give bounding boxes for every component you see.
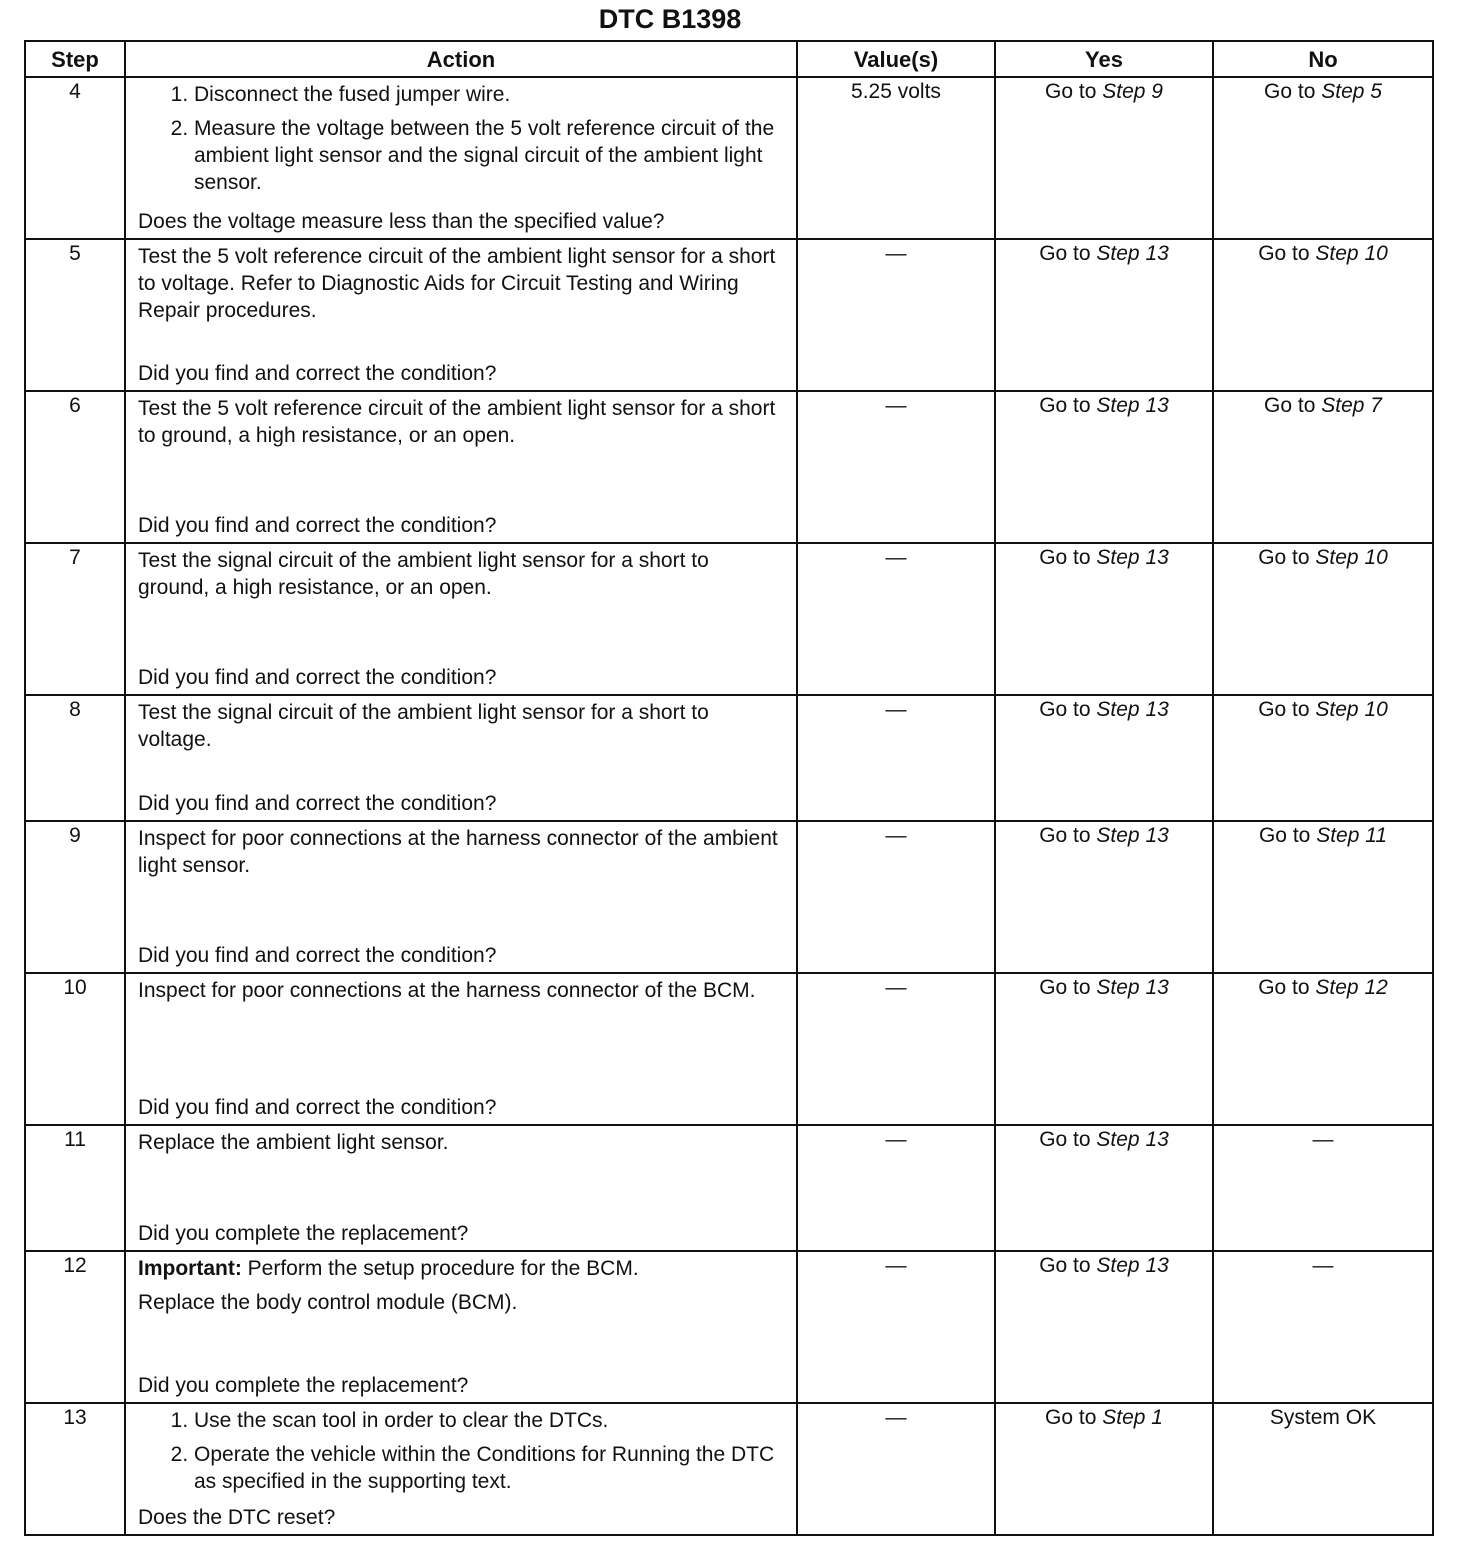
value-cell: 5.25 volts: [797, 77, 995, 239]
goto-prefix: Go to: [1039, 546, 1091, 569]
step-number: 5: [25, 239, 125, 391]
action-cell: [125, 1403, 797, 1535]
goto-step-ref: Step 13: [1096, 1128, 1169, 1151]
important-label: Important:: [138, 1257, 242, 1280]
value-cell: —: [797, 1125, 995, 1251]
goto-yes: [1039, 242, 1169, 265]
table-row: [25, 695, 1433, 821]
action-question: Did you complete the replacement?: [138, 1222, 469, 1245]
goto-prefix: Go to: [1039, 1128, 1091, 1151]
action-question: Did you find and correct the condition?: [138, 666, 497, 689]
action-text: Test the 5 volt reference circuit of the ambient light sensor for a short to ground, a high resistance, or an open.: [138, 397, 776, 447]
yes-cell: [995, 1125, 1213, 1251]
table-row: [25, 391, 1433, 543]
goto-prefix: Go to: [1039, 824, 1091, 847]
goto-step-ref: Step 13: [1096, 976, 1169, 999]
goto-step-ref: Step 1: [1102, 1406, 1163, 1429]
action-step-item: 2. Operate the vehicle within the Conditions for Running the DTC as specified in the supporting text.: [194, 1441, 784, 1495]
yes-cell: [995, 821, 1213, 973]
step-number: 9: [25, 821, 125, 973]
action-step-item: 1. Use the scan tool in order to clear the DTCs.: [194, 1407, 784, 1434]
no-cell: —: [1213, 1251, 1433, 1403]
action-text: Test the 5 volt reference circuit of the ambient light sensor for a short to voltage. Refer to Diagnostic Aids for Circuit Testing and Wiring Repair procedures.: [138, 245, 776, 322]
no-cell: [1213, 821, 1433, 973]
goto-no: [1264, 80, 1382, 103]
step-number: 11: [25, 1125, 125, 1251]
action-question: Did you find and correct the condition?: [138, 792, 497, 815]
goto-yes: [1039, 824, 1169, 847]
no-cell: —: [1213, 1125, 1433, 1251]
step-number: 13: [25, 1403, 125, 1535]
goto-step-ref: Step 12: [1315, 976, 1388, 999]
action-question: Does the voltage measure less than the specified value?: [138, 210, 665, 233]
goto-prefix: Go to: [1258, 546, 1310, 569]
goto-step-ref: Step 13: [1096, 242, 1169, 265]
action-question: Did you find and correct the condition?: [138, 514, 497, 537]
goto-step-ref: Step 11: [1316, 824, 1388, 847]
goto-no: [1264, 394, 1382, 417]
step-number: 12: [25, 1251, 125, 1403]
no-cell: System OK: [1213, 1403, 1433, 1535]
table-row: [25, 821, 1433, 973]
goto-prefix: Go to: [1258, 976, 1310, 999]
value-cell: —: [797, 1251, 995, 1403]
no-cell: [1213, 239, 1433, 391]
step-number: 8: [25, 695, 125, 821]
goto-step-ref: Step 9: [1102, 80, 1163, 103]
goto-step-ref: Step 10: [1315, 242, 1388, 265]
goto-yes: [1045, 1406, 1163, 1429]
no-cell: [1213, 391, 1433, 543]
yes-cell: [995, 543, 1213, 695]
table-row: [25, 1403, 1433, 1535]
value-cell: —: [797, 695, 995, 821]
important-note: [138, 1255, 784, 1282]
table-row: [25, 1125, 1433, 1251]
action-question: Did you find and correct the condition?: [138, 944, 497, 967]
action-cell: [125, 391, 797, 543]
goto-yes: [1045, 80, 1163, 103]
action-question: Does the DTC reset?: [138, 1506, 336, 1529]
action-cell: [125, 239, 797, 391]
goto-prefix: Go to: [1258, 242, 1310, 265]
header-action: Action: [125, 41, 797, 77]
goto-prefix: Go to: [1045, 1406, 1097, 1429]
header-yes: Yes: [995, 41, 1213, 77]
yes-cell: [995, 695, 1213, 821]
action-cell: [125, 543, 797, 695]
goto-step-ref: Step 13: [1096, 394, 1169, 417]
action-steps: [138, 1407, 784, 1495]
yes-cell: [995, 1251, 1213, 1403]
goto-prefix: Go to: [1045, 80, 1097, 103]
step-number: 6: [25, 391, 125, 543]
goto-no: [1258, 242, 1388, 265]
table-row: [25, 1251, 1433, 1403]
step-number: 4: [25, 77, 125, 239]
goto-step-ref: Step 13: [1096, 1254, 1169, 1277]
value-cell: —: [797, 543, 995, 695]
goto-step-ref: Step 13: [1096, 824, 1169, 847]
goto-prefix: Go to: [1039, 394, 1091, 417]
value-cell: —: [797, 239, 995, 391]
goto-prefix: Go to: [1264, 394, 1316, 417]
yes-cell: [995, 973, 1213, 1125]
yes-cell: [995, 239, 1213, 391]
goto-no: [1258, 976, 1388, 999]
no-cell: [1213, 973, 1433, 1125]
goto-no: [1258, 698, 1388, 721]
action-step-item: 2. Measure the voltage between the 5 volt reference circuit of the ambient light sensor and the signal circuit of the ambient light sensor.: [194, 115, 784, 196]
action-cell: [125, 1125, 797, 1251]
goto-step-ref: Step 5: [1321, 80, 1382, 103]
action-cell: [125, 695, 797, 821]
action-text: Test the signal circuit of the ambient light sensor for a short to ground, a high resistance, or an open.: [138, 549, 709, 599]
table-row: [25, 973, 1433, 1125]
table-header-row: [25, 41, 1433, 77]
goto-prefix: Go to: [1258, 824, 1311, 847]
action-step-item: 1. Disconnect the fused jumper wire.: [194, 81, 784, 108]
step-number: 7: [25, 543, 125, 695]
action-cell: [125, 821, 797, 973]
value-cell: —: [797, 973, 995, 1125]
action-text: Replace the body control module (BCM).: [138, 1291, 518, 1314]
table-row: [25, 77, 1433, 239]
header-step: Step: [25, 41, 125, 77]
yes-cell: [995, 391, 1213, 543]
value-cell: —: [797, 391, 995, 543]
yes-cell: [995, 77, 1213, 239]
goto-yes: [1039, 1254, 1169, 1277]
action-text: Replace the ambient light sensor.: [138, 1131, 449, 1154]
goto-step-ref: Step 13: [1096, 698, 1169, 721]
step-number: 10: [25, 973, 125, 1125]
goto-no: [1259, 824, 1387, 847]
action-cell: [125, 973, 797, 1125]
action-text: Inspect for poor connections at the harness connector of the ambient light sensor.: [138, 827, 778, 877]
goto-prefix: Go to: [1258, 698, 1310, 721]
goto-step-ref: Step 10: [1315, 698, 1388, 721]
goto-prefix: Go to: [1039, 242, 1091, 265]
goto-prefix: Go to: [1039, 698, 1091, 721]
header-values: Value(s): [797, 41, 995, 77]
action-cell: [125, 1251, 797, 1403]
goto-step-ref: Step 13: [1096, 546, 1169, 569]
table-row: [25, 543, 1433, 695]
goto-prefix: Go to: [1039, 1254, 1091, 1277]
action-steps: [138, 81, 784, 196]
goto-yes: [1039, 976, 1169, 999]
action-question: Did you complete the replacement?: [138, 1374, 469, 1397]
action-question: Did you find and correct the condition?: [138, 1096, 497, 1119]
yes-cell: [995, 1403, 1213, 1535]
no-cell: [1213, 695, 1433, 821]
no-cell: [1213, 77, 1433, 239]
action-question: Did you find and correct the condition?: [138, 362, 497, 385]
goto-yes: [1039, 1128, 1169, 1151]
goto-prefix: Go to: [1039, 976, 1091, 999]
goto-yes: [1039, 698, 1169, 721]
goto-step-ref: Step 7: [1321, 394, 1382, 417]
no-cell: [1213, 543, 1433, 695]
goto-yes: [1039, 394, 1169, 417]
dtc-table: [24, 40, 1434, 1536]
action-text: Test the signal circuit of the ambient light sensor for a short to voltage.: [138, 701, 709, 751]
page-title: DTC B1398: [598, 4, 742, 34]
header-no: No: [1213, 41, 1433, 77]
goto-yes: [1039, 546, 1169, 569]
value-cell: —: [797, 1403, 995, 1535]
table-row: [25, 239, 1433, 391]
action-cell: [125, 77, 797, 239]
important-text: Perform the setup procedure for the BCM.: [241, 1257, 639, 1280]
goto-prefix: Go to: [1264, 80, 1316, 103]
value-cell: —: [797, 821, 995, 973]
goto-step-ref: Step 10: [1315, 546, 1388, 569]
goto-no: [1258, 546, 1388, 569]
action-text: Inspect for poor connections at the harness connector of the BCM.: [138, 979, 756, 1002]
